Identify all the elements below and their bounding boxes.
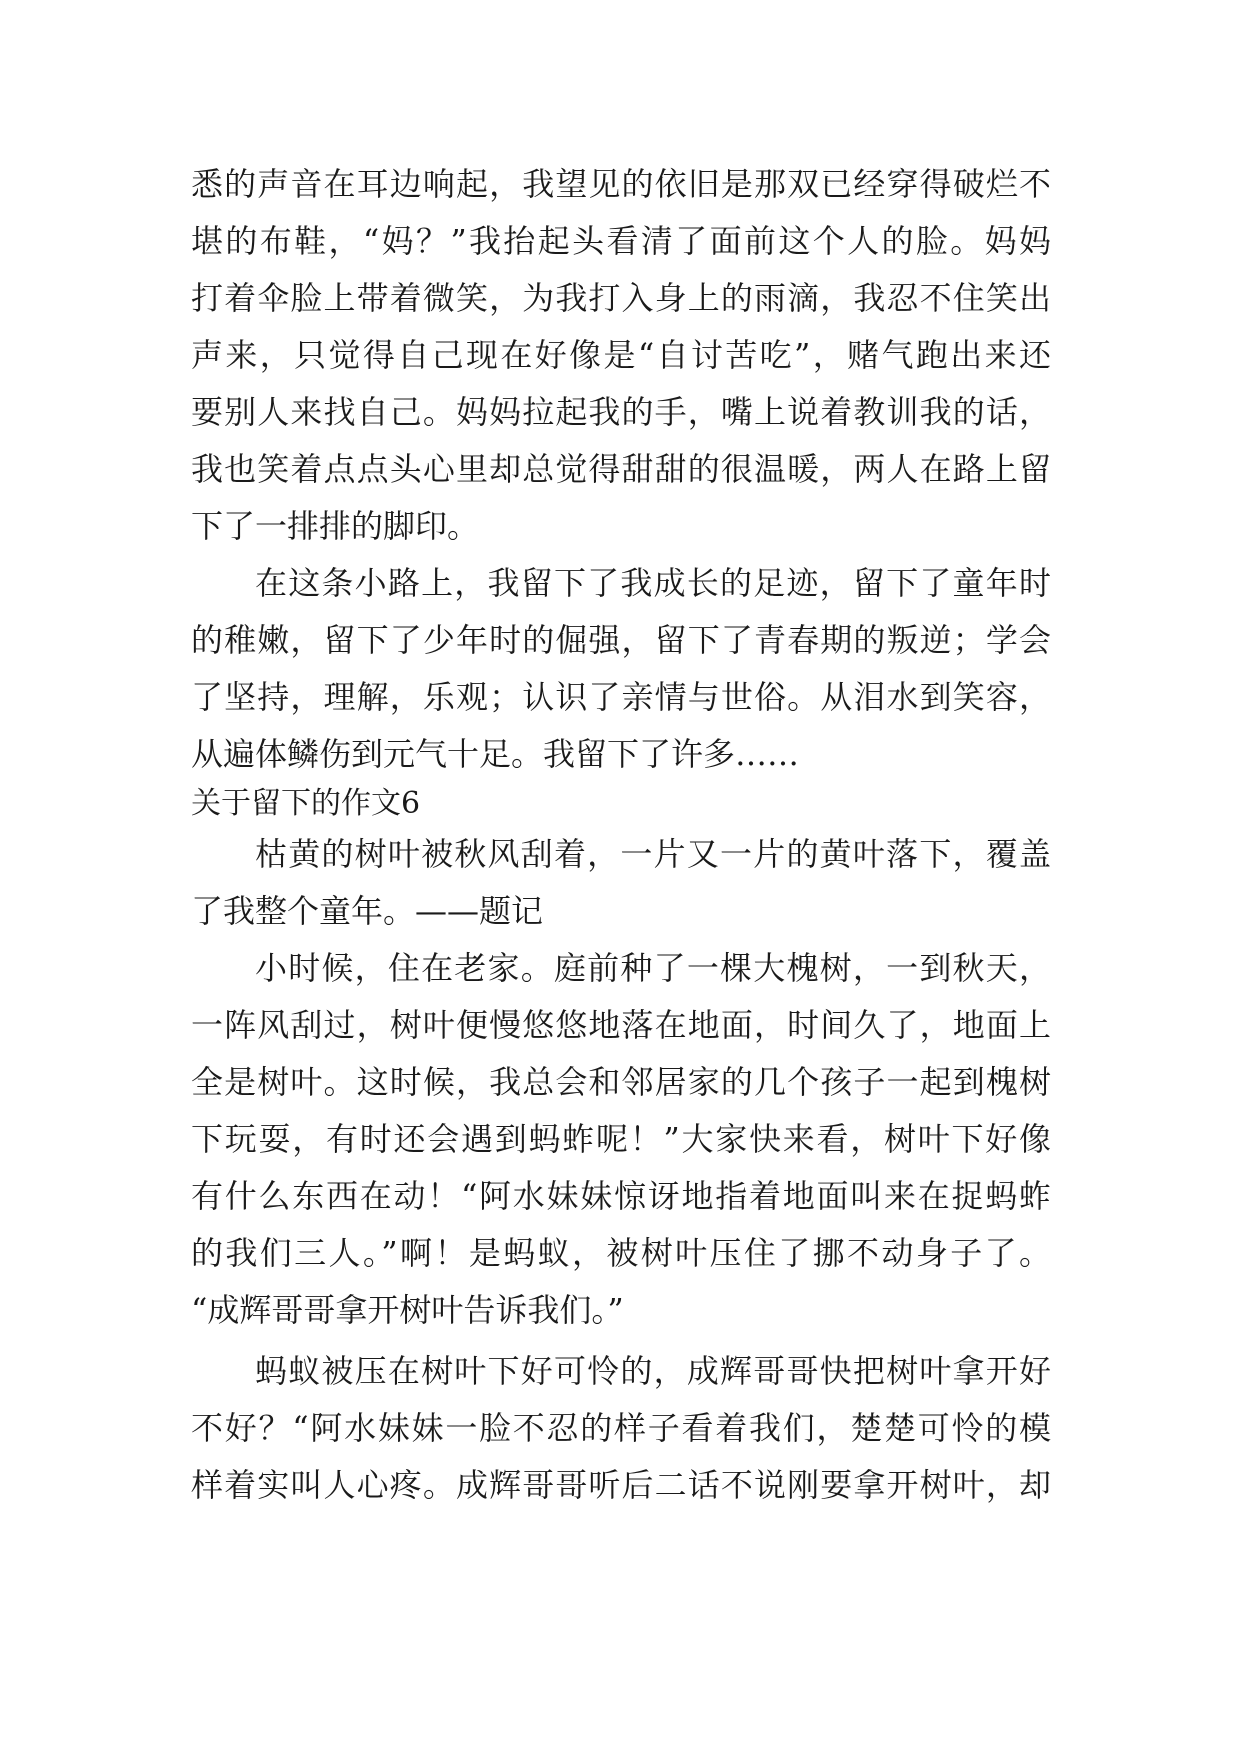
text-line: 声来，只觉得自己现在好像是“自讨苦吃”，赌气跑出来还 [191, 336, 1051, 374]
text-line: 堪的布鞋，“妈？”我抬起头看清了面前这个人的脸。妈妈 [191, 222, 1051, 260]
text-line: 一阵风刮过，树叶便慢悠悠地落在地面，时间久了，地面上 [191, 1006, 1051, 1044]
paragraph-first-line: 枯黄的树叶被秋风刮着，一片又一片的黄叶落下，覆盖 [255, 835, 1051, 873]
text-line: 不好？“阿水妹妹一脸不忍的样子看着我们，楚楚可怜的模 [191, 1409, 1051, 1447]
text-line: 的我们三人。”啊！是蚂蚁，被树叶压住了挪不动身子了。 [191, 1234, 1051, 1272]
text-line: 下了一排排的脚印。 [191, 507, 480, 545]
text-line: 样着实叫人心疼。成辉哥哥听后二话不说刚要拿开树叶，却 [191, 1466, 1051, 1504]
text-line: “成辉哥哥拿开树叶告诉我们。” [191, 1291, 624, 1329]
text-line: 我也笑着点点头心里却总觉得甜甜的很温暖，两人在路上留 [191, 450, 1051, 488]
text-line: 下玩耍，有时还会遇到蚂蚱呢！”大家快来看，树叶下好像 [191, 1120, 1051, 1158]
text-line: 的稚嫩，留下了少年时的倔强，留下了青春期的叛逆；学会 [191, 621, 1051, 659]
text-line: 悉的声音在耳边响起，我望见的依旧是那双已经穿得破烂不 [191, 165, 1051, 203]
paragraph-first-line: 在这条小路上，我留下了我成长的足迹，留下了童年时 [255, 564, 1051, 602]
paragraph-first-line: 蚂蚁被压在树叶下好可怜的，成辉哥哥快把树叶拿开好 [255, 1352, 1051, 1390]
text-line: 了我整个童年。——题记 [191, 892, 544, 930]
text-line: 打着伞脸上带着微笑，为我打入身上的雨滴，我忍不住笑出 [191, 279, 1051, 317]
text-line: 要别人来找自己。妈妈拉起我的手，嘴上说着教训我的话， [191, 393, 1051, 431]
section-heading: 关于留下的作文6 [191, 786, 421, 821]
text-line: 有什么东西在动！“阿水妹妹惊讶地指着地面叫来在捉蚂蚱 [191, 1177, 1051, 1215]
paragraph-first-line: 小时候，住在老家。庭前种了一棵大槐树，一到秋天， [255, 949, 1051, 987]
text-line: 从遍体鳞伤到元气十足。我留下了许多…… [191, 735, 800, 773]
text-line: 全是树叶。这时候，我总会和邻居家的几个孩子一起到槐树 [191, 1063, 1051, 1101]
text-line: 了坚持，理解，乐观；认识了亲情与世俗。从泪水到笑容， [191, 678, 1051, 716]
